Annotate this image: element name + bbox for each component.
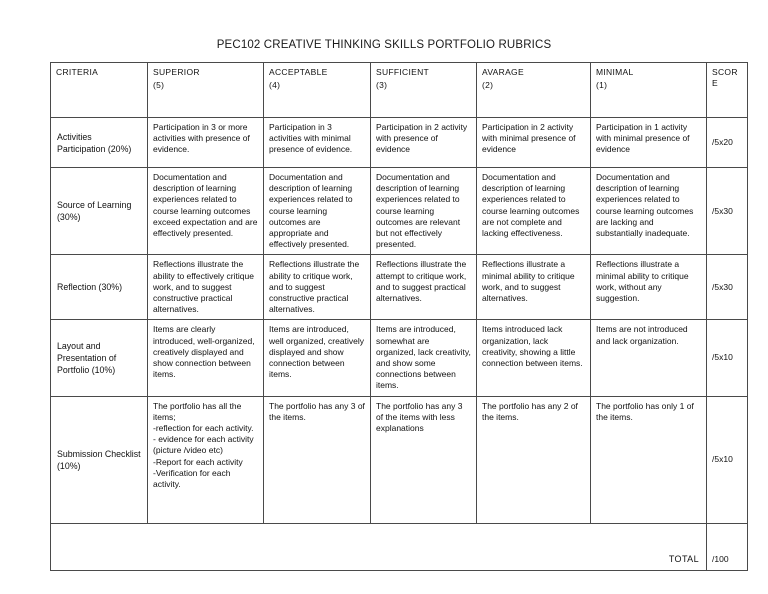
cell-layout-acceptable: Items are introduced, well organized, creatively displayed and show connection between items. [264,320,371,396]
column-header-avarage-points: (2) [482,80,494,91]
score-submission-checklist[interactable]: /5x10 [707,396,748,523]
criteria-source-of-learning: Source of Learning (30%) [51,168,148,255]
table-row [51,396,748,523]
column-header-superior [148,63,264,118]
column-header-acceptable-points: (4) [269,80,281,91]
total-score[interactable]: /100 [707,523,748,570]
cell-activities-superior: Participation in 3 or more activities with presence of evidence. [148,118,264,168]
score-source-of-learning[interactable]: /5x30 [707,168,748,255]
criteria-layout-presentation: Layout and Presentation of Portfolio (10%) [51,320,148,396]
column-header-superior-label: SUPERIOR [153,67,200,77]
column-header-acceptable [264,63,371,118]
table-row [51,118,748,168]
column-header-score-label: SCORE [712,67,738,89]
column-header-minimal-points: (1) [596,80,608,91]
cell-activities-avarage: Participation in 2 activity with minimal presence of evidence [477,118,591,168]
criteria-activities-participation: Activities Participation (20%) [51,118,148,168]
column-header-avarage-label: AVARAGE [482,67,524,77]
column-header-avarage [477,63,591,118]
column-header-score [707,63,748,118]
cell-submission-superior: The portfolio has all the items; -reflection for each activity. - evidence for each activity (picture /video etc) -Report for each activity -Verification for each activity. [148,396,264,523]
table-header [51,63,748,118]
cell-layout-avarage: Items introduced lack organization, lack creativity, showing a little connection between items. [477,320,591,396]
criteria-reflection: Reflection (30%) [51,255,148,320]
cell-source-superior: Documentation and description of learning experiences related to course learning outcomes exceed expectation and are effectively presented. [148,168,264,255]
score-layout-presentation[interactable]: /5x10 [707,320,748,396]
total-row [51,523,748,570]
column-header-criteria [51,63,148,118]
column-header-sufficient-points: (3) [376,80,388,91]
cell-source-sufficient: Documentation and description of learning experiences related to course learning outcomes are relevant but not effectively presented. [371,168,477,255]
cell-reflection-acceptable: Reflections illustrate the ability to critique work, and to suggest constructive practical alternatives. [264,255,371,320]
table-body [51,118,748,571]
score-reflection[interactable]: /5x30 [707,255,748,320]
score-activities[interactable]: /5x20 [707,118,748,168]
column-header-sufficient-label: SUFFICIENT [376,67,430,77]
column-header-minimal-label: MINIMAL [596,67,634,77]
cell-layout-minimal: Items are not introduced and lack organization. [591,320,707,396]
cell-reflection-superior: Reflections illustrate the ability to effectively critique work, and to suggest constructive practical alternatives. [148,255,264,320]
cell-reflection-avarage: Reflections illustrate a minimal ability to critique work, and to suggest alternatives. [477,255,591,320]
cell-activities-acceptable: Participation in 3 activities with minimal presence of evidence. [264,118,371,168]
cell-activities-sufficient: Participation in 2 activity with presence of evidence [371,118,477,168]
page-title: PEC102 CREATIVE THINKING SKILLS PORTFOLIO RUBRICS [216,39,552,51]
cell-reflection-sufficient: Reflections illustrate the attempt to critique work, and to suggest practical alternatives. [371,255,477,320]
cell-submission-minimal: The portfolio has only 1 of the items. [591,396,707,523]
cell-reflection-minimal: Reflections illustrate a minimal ability to critique work, without any suggestion. [591,255,707,320]
cell-layout-sufficient: Items are introduced, somewhat are organized, lack creativity, and show some connections between items. [371,320,477,396]
header-row [51,63,748,118]
total-label: TOTAL [51,523,707,570]
rubric-table [50,62,748,571]
table-row [51,320,748,396]
column-header-acceptable-label: ACCEPTABLE [269,67,328,77]
cell-submission-sufficient: The portfolio has any 3 of the items with less explanations [371,396,477,523]
column-header-minimal [591,63,707,118]
cell-source-minimal: Documentation and description of learning experiences related to course learning outcomes are lacking and substantially inadequate. [591,168,707,255]
cell-source-acceptable: Documentation and description of learning experiences related to course learning outcomes are appropriate and effectively presented. [264,168,371,255]
column-header-sufficient [371,63,477,118]
cell-submission-avarage: The portfolio has any 2 of the items. [477,396,591,523]
table-row [51,255,748,320]
cell-submission-acceptable: The portfolio has any 3 of the items. [264,396,371,523]
cell-activities-minimal: Participation in 1 activity with minimal presence of evidence [591,118,707,168]
criteria-submission-checklist: Submission Checklist (10%) [51,396,148,523]
column-header-superior-points: (5) [153,80,165,91]
column-header-criteria-label: CRITERIA [56,67,99,77]
table-row [51,168,748,255]
cell-layout-superior: Items are clearly introduced, well-organized, creatively displayed and show connection between items. [148,320,264,396]
cell-source-avarage: Documentation and description of learning experiences related to course learning outcomes are not complete and lacking effectiveness. [477,168,591,255]
